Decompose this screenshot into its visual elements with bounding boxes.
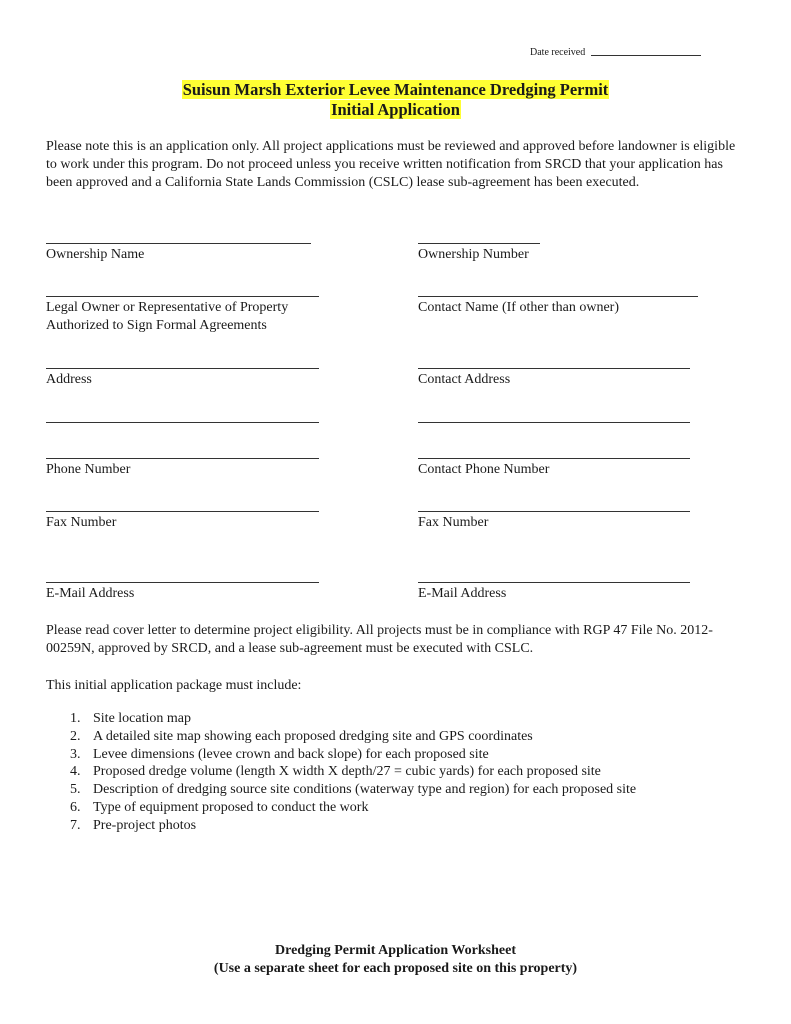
list-item-text: Pre-project photos: [93, 817, 197, 833]
legal-owner-label-line-1: Legal Owner or Representative of Property: [46, 300, 289, 315]
phone-number-field[interactable]: [46, 458, 319, 479]
contact-address-line-2[interactable]: [418, 422, 690, 423]
contact-address-field[interactable]: [418, 368, 690, 389]
list-item: [46, 781, 746, 799]
email-right-line[interactable]: [418, 582, 690, 583]
ownership-name-field[interactable]: [46, 243, 311, 264]
contact-name-field[interactable]: [418, 296, 698, 317]
list-item-text: A detailed site map showing each proposed dredging site and GPS coordinates: [93, 728, 533, 744]
requirements-list: [46, 710, 746, 835]
list-item-number: 4.: [70, 764, 81, 780]
ownership-number-field[interactable]: [418, 243, 540, 264]
title-line-1: Suisun Marsh Exterior Levee Maintenance Dredging Permit: [182, 80, 609, 99]
eligibility-paragraph: Please read cover letter to determine project eligibility. All projects must be in compliance with RGP 47 File No. 2012-00259N, approved by SRCD, and a lease sub-agreement must be executed with CSLC.: [46, 623, 713, 656]
package-intro: This initial application package must include:: [46, 678, 302, 693]
list-item-text: Description of dredging source site conditions (waterway type and region) for each proposed site: [93, 782, 637, 798]
list-item: [46, 728, 746, 746]
contact-address-line-1[interactable]: [418, 368, 690, 369]
address-label: Address: [46, 372, 92, 387]
contact-address-label: Contact Address: [418, 372, 511, 387]
worksheet-title: Dredging Permit Application Worksheet: [275, 943, 516, 958]
fax-number-left-line[interactable]: [46, 511, 319, 512]
fax-number-right-line[interactable]: [418, 511, 690, 512]
list-item: [46, 746, 746, 764]
address-extra-field[interactable]: [46, 422, 319, 423]
date-received-input-line[interactable]: [591, 55, 701, 56]
address-line-1[interactable]: [46, 368, 319, 369]
page-title: [0, 80, 791, 120]
worksheet-heading: [0, 942, 791, 978]
ownership-name-line[interactable]: [46, 243, 311, 244]
legal-owner-line[interactable]: [46, 296, 319, 297]
date-received: [530, 47, 701, 58]
email-left-label: E-Mail Address: [46, 586, 135, 601]
worksheet-subtitle: (Use a separate sheet for each proposed site on this property): [213, 961, 578, 976]
list-item: [46, 710, 746, 728]
list-item: [46, 817, 746, 835]
fax-number-right-label: Fax Number: [418, 515, 489, 530]
phone-number-label: Phone Number: [46, 462, 131, 477]
intro-paragraph: Please note this is an application only. All project applications must be reviewed and approved before landowner is eligible to work under this program. Do not proceed unless you receive written notification from SRCD that your application has been approved and a California State Lands Commission (CSLC) lease sub-agreement has been executed.: [46, 139, 736, 190]
contact-name-label: Contact Name (If other than owner): [418, 300, 619, 315]
list-item-number: 3.: [70, 746, 81, 762]
email-right-field[interactable]: [418, 582, 690, 603]
list-item-text: Proposed dredge volume (length X width X depth/27 = cubic yards) for each proposed site: [93, 764, 601, 780]
address-line-2[interactable]: [46, 422, 319, 423]
ownership-number-line[interactable]: [418, 243, 540, 244]
contact-phone-line[interactable]: [418, 458, 690, 459]
fax-number-right-field[interactable]: [418, 511, 690, 532]
list-item-number: 5.: [70, 782, 81, 798]
list-item-number: 6.: [70, 799, 81, 815]
list-item-text: Levee dimensions (levee crown and back slope) for each proposed site: [93, 746, 489, 762]
fax-number-left-label: Fax Number: [46, 515, 117, 530]
list-item-text: Site location map: [93, 711, 191, 726]
date-received-label: Date received: [530, 47, 586, 58]
list-item-number: 2.: [70, 728, 81, 744]
contact-name-line[interactable]: [418, 296, 698, 297]
contact-phone-label: Contact Phone Number: [418, 462, 550, 477]
address-field[interactable]: [46, 368, 319, 389]
legal-owner-field[interactable]: [46, 296, 319, 335]
list-item: [46, 763, 746, 781]
contact-phone-field[interactable]: [418, 458, 690, 479]
phone-number-line[interactable]: [46, 458, 319, 459]
contact-address-extra-field[interactable]: [418, 422, 690, 423]
email-left-field[interactable]: [46, 582, 319, 603]
email-left-line[interactable]: [46, 582, 319, 583]
legal-owner-label: [46, 299, 319, 335]
ownership-name-label: Ownership Name: [46, 247, 145, 262]
ownership-number-label: Ownership Number: [418, 247, 529, 262]
email-right-label: E-Mail Address: [418, 586, 507, 601]
list-item-number: 7.: [70, 817, 81, 833]
fax-number-left-field[interactable]: [46, 511, 319, 532]
title-line-2: Initial Application: [331, 100, 460, 119]
list-item: [46, 799, 746, 817]
list-item-number: 1.: [70, 711, 81, 726]
list-item-text: Type of equipment proposed to conduct the work: [93, 799, 369, 815]
legal-owner-label-line-2: Authorized to Sign Formal Agreements: [46, 318, 267, 333]
